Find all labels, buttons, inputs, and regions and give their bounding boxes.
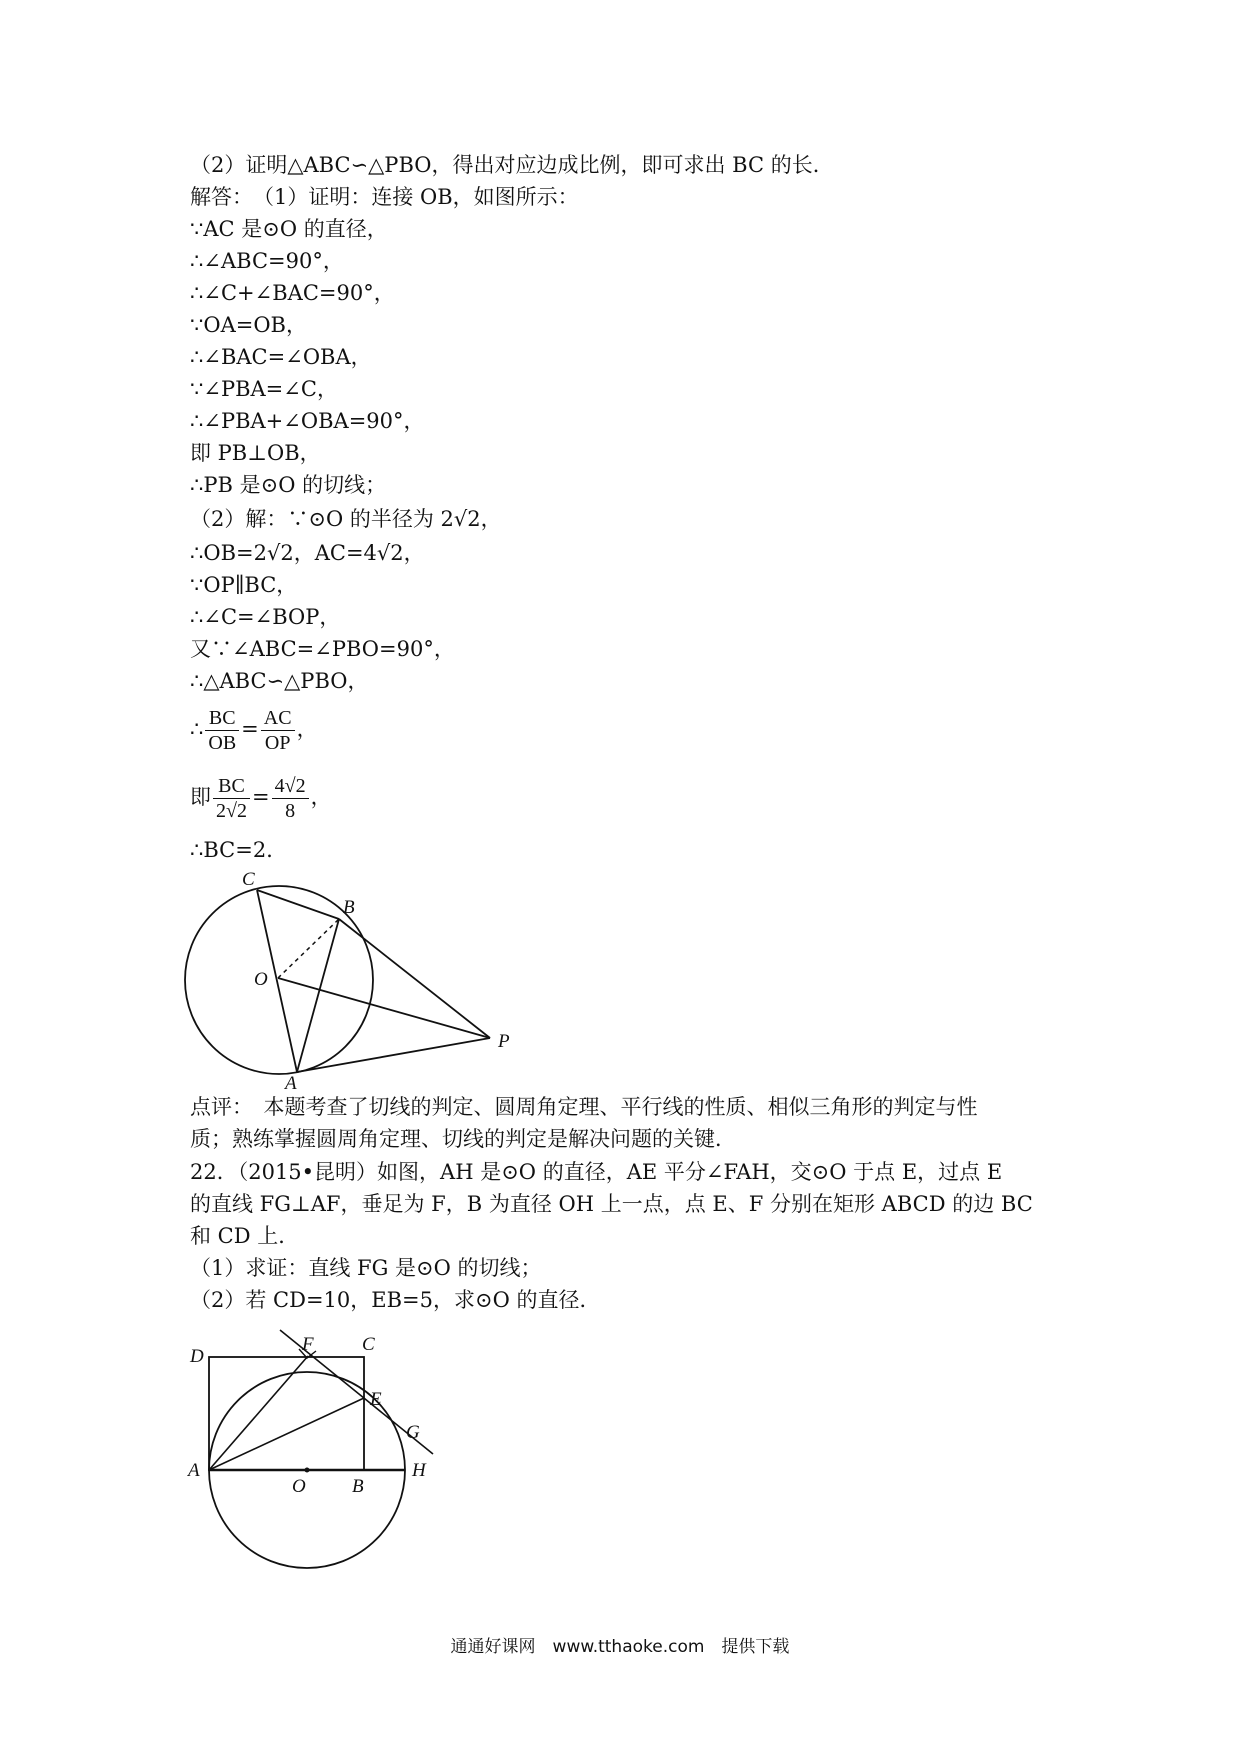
- fraction: [272, 774, 309, 823]
- fraction: [213, 774, 250, 823]
- eq-suffix: ，: [310, 785, 332, 809]
- numerator: 4√2: [272, 774, 309, 799]
- label-o: O: [292, 1476, 306, 1497]
- numerator: AC: [261, 706, 295, 731]
- denominator: OB: [208, 732, 237, 754]
- label-e: E: [370, 1389, 382, 1410]
- label-d: D: [190, 1346, 204, 1367]
- numerator: BC: [213, 774, 250, 799]
- label-a: A: [285, 1073, 297, 1090]
- page-footer: 通通好课网 www.tthaoke.com 提供下载: [450, 1637, 790, 1657]
- segment-ae: [209, 1398, 364, 1470]
- solution-line: （2）证明△ABC∽△PBO，得出对应边成比例，即可求出 BC 的长．: [190, 153, 834, 177]
- eq-prefix: 即: [190, 785, 211, 809]
- problem-line: 的直线 FG⊥AF，垂足为 F，B 为直径 OH 上一点，点 E、F 分别在矩形 ABCD 的边 BC: [190, 1192, 1033, 1216]
- numerator: BC: [205, 706, 239, 731]
- segment-op: [278, 978, 490, 1038]
- segment-bp: [339, 919, 490, 1038]
- solution-line: 解答： （1）证明：连接 OB，如图所示：: [190, 185, 579, 209]
- problem-line: 22．（2015•昆明）如图，AH 是⊙O 的直径，AE 平分∠FAH，交⊙O 于点 E，过点 E: [190, 1160, 1003, 1184]
- fraction-equation-1: ∴ $\frac{BC}{OB}$ = $\frac{AC}{OP}$ ，: [190, 707, 318, 754]
- comment-line: 点评： 本题考查了切线的判定、圆周角定理、平行线的性质、相似三角形的判定与性: [190, 1095, 978, 1119]
- label-p: P: [498, 1031, 510, 1052]
- solution-line: 即 PB⊥OB，: [190, 441, 321, 465]
- label-f: F: [302, 1334, 314, 1355]
- solution-line: ∴∠ABC=90°，: [190, 249, 344, 273]
- problem-line: 和 CD 上．: [190, 1224, 300, 1248]
- label-o: O: [254, 969, 268, 990]
- solution-line: ∴△ABC∽△PBO，: [190, 669, 369, 693]
- solution-line: ∵∠PBA=∠C，: [190, 377, 338, 401]
- fraction-equation-2: 即 $\frac{BC}{2√2}$ = $\frac{4√2}{8}$ ，: [190, 775, 332, 822]
- segment-ob-dashed: [278, 919, 339, 978]
- segment-af: [209, 1356, 308, 1470]
- segment-ab: [297, 919, 339, 1072]
- fraction: [261, 706, 295, 755]
- solution-line: （2）解：∵⊙O 的半径为 2√2，: [190, 507, 502, 531]
- solution-line: 又∵∠ABC=∠PBO=90°，: [190, 637, 455, 661]
- label-b: B: [343, 897, 355, 918]
- solution-line: ∵OP∥BC，: [190, 573, 298, 597]
- label-h: H: [412, 1460, 426, 1481]
- solution-line: ∴OB=2√2，AC=4√2，: [190, 541, 425, 565]
- result-line: ∴BC=2．: [190, 838, 288, 862]
- segment-ap: [297, 1038, 490, 1072]
- denominator: 2√2: [216, 800, 247, 822]
- label-c: C: [362, 1334, 375, 1355]
- eq-suffix: ，: [296, 717, 318, 741]
- denominator: OP: [264, 732, 291, 754]
- comment-line: 质；熟练掌握圆周角定理、切线的判定是解决问题的关键．: [190, 1127, 736, 1151]
- label-c: C: [242, 870, 255, 890]
- center-point: [305, 1468, 310, 1473]
- solution-line: ∵AC 是⊙O 的直径，: [190, 217, 388, 241]
- solution-line: ∴∠C=∠BOP，: [190, 605, 341, 629]
- solution-line: ∴PB 是⊙O 的切线；: [190, 473, 387, 497]
- label-g: G: [406, 1422, 420, 1443]
- solution-line: ∴∠BAC=∠OBA，: [190, 345, 372, 369]
- label-a: A: [188, 1460, 200, 1481]
- eq-prefix: ∴: [190, 717, 204, 741]
- problem-line: （1）求证：直线 FG 是⊙O 的切线；: [190, 1256, 542, 1280]
- solution-line: ∴∠PBA+∠OBA=90°，: [190, 409, 425, 433]
- solution-line: ∴∠C+∠BAC=90°，: [190, 281, 395, 305]
- figure-rectangle-circle: [180, 1320, 460, 1590]
- problem-line: （2）若 CD=10，EB=5，求⊙O 的直径．: [190, 1288, 601, 1312]
- solution-line: ∵OA=OB，: [190, 313, 307, 337]
- fraction: [205, 706, 239, 755]
- segment-cb: [257, 890, 339, 919]
- label-b: B: [352, 1476, 364, 1497]
- figure-circle-tangent: [180, 870, 540, 1090]
- denominator: 8: [285, 800, 296, 822]
